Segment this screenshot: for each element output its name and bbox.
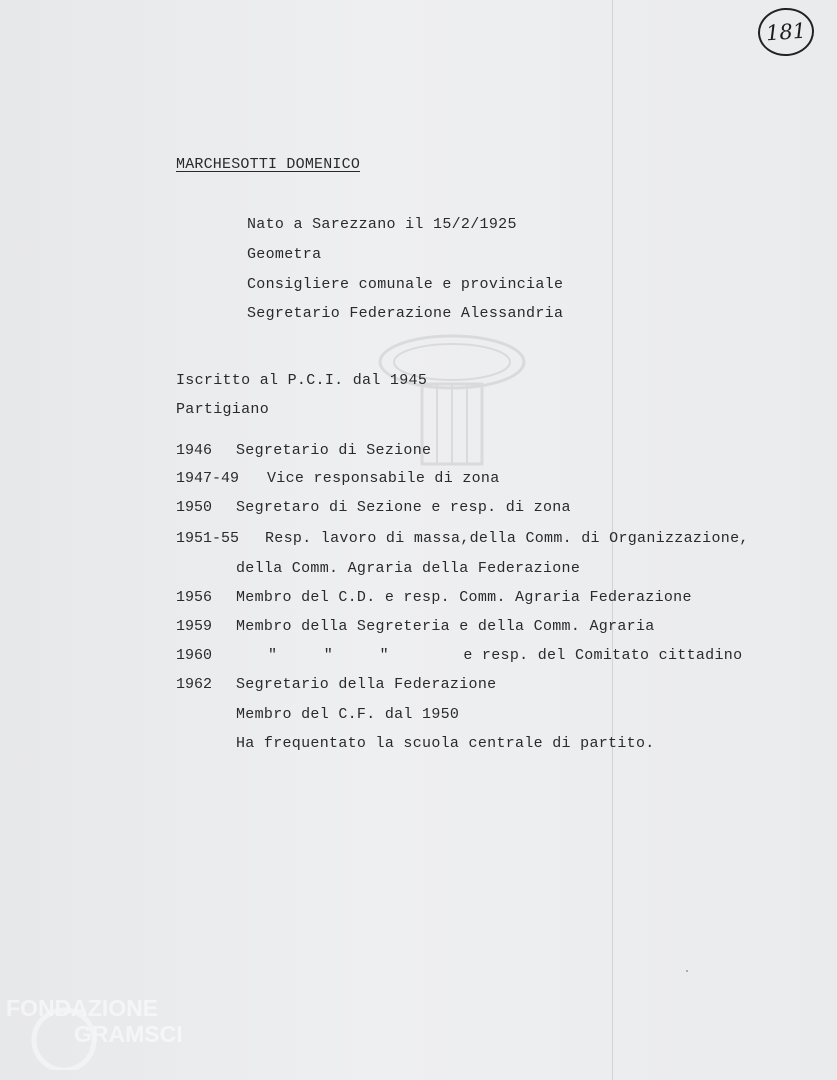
career-text: Resp. lavoro di massa,della Comm. di Organizzazione, (265, 530, 749, 547)
career-text: Membro del C.D. e resp. Comm. Agraria Federazione (236, 589, 692, 606)
career-year: 1946 (176, 442, 213, 459)
paper-speck (686, 970, 688, 972)
career-text: Membro della Segreteria e della Comm. Agraria (236, 618, 655, 635)
watermark-line-2: GRAMSCI (74, 1021, 183, 1047)
fondazione-gramsci-watermark (2, 990, 212, 1070)
career-text: " " " e resp. del Comitato cittadino (268, 647, 743, 664)
career-text: Segretario di Sezione (236, 442, 432, 459)
career-year: 1951-55 (176, 530, 240, 547)
partisan-line: Partigiano (176, 401, 270, 418)
career-text: della Comm. Agraria della Federazione (236, 560, 581, 577)
watermark-line-1: FONDAZIONE (6, 995, 159, 1021)
career-year: 1956 (176, 589, 213, 606)
document-heading: MARCHESOTTI DOMENICO (176, 156, 361, 173)
career-year: 1962 (176, 676, 213, 693)
membership-line: Iscritto al P.C.I. dal 1945 (176, 372, 428, 389)
personal-line: Geometra (247, 246, 322, 263)
career-year: 1959 (176, 618, 213, 635)
career-text: Membro del C.F. dal 1950 (236, 706, 460, 723)
career-year: 1947-49 (176, 470, 240, 487)
personal-line: Segretario Federazione Alessandria (247, 305, 564, 322)
career-year: 1950 (176, 499, 213, 516)
career-text: Vice responsabile di zona (267, 470, 500, 487)
personal-line: Consigliere comunale e provinciale (247, 276, 564, 293)
handwritten-page-number: 181 (756, 6, 815, 58)
career-text: Ha frequentato la scuola centrale di partito. (236, 735, 655, 752)
career-text: Segretario della Federazione (236, 676, 497, 693)
career-year: 1960 (176, 647, 213, 664)
career-text: Segretaro di Sezione e resp. di zona (236, 499, 571, 516)
personal-line: Nato a Sarezzano il 15/2/1925 (247, 216, 517, 233)
